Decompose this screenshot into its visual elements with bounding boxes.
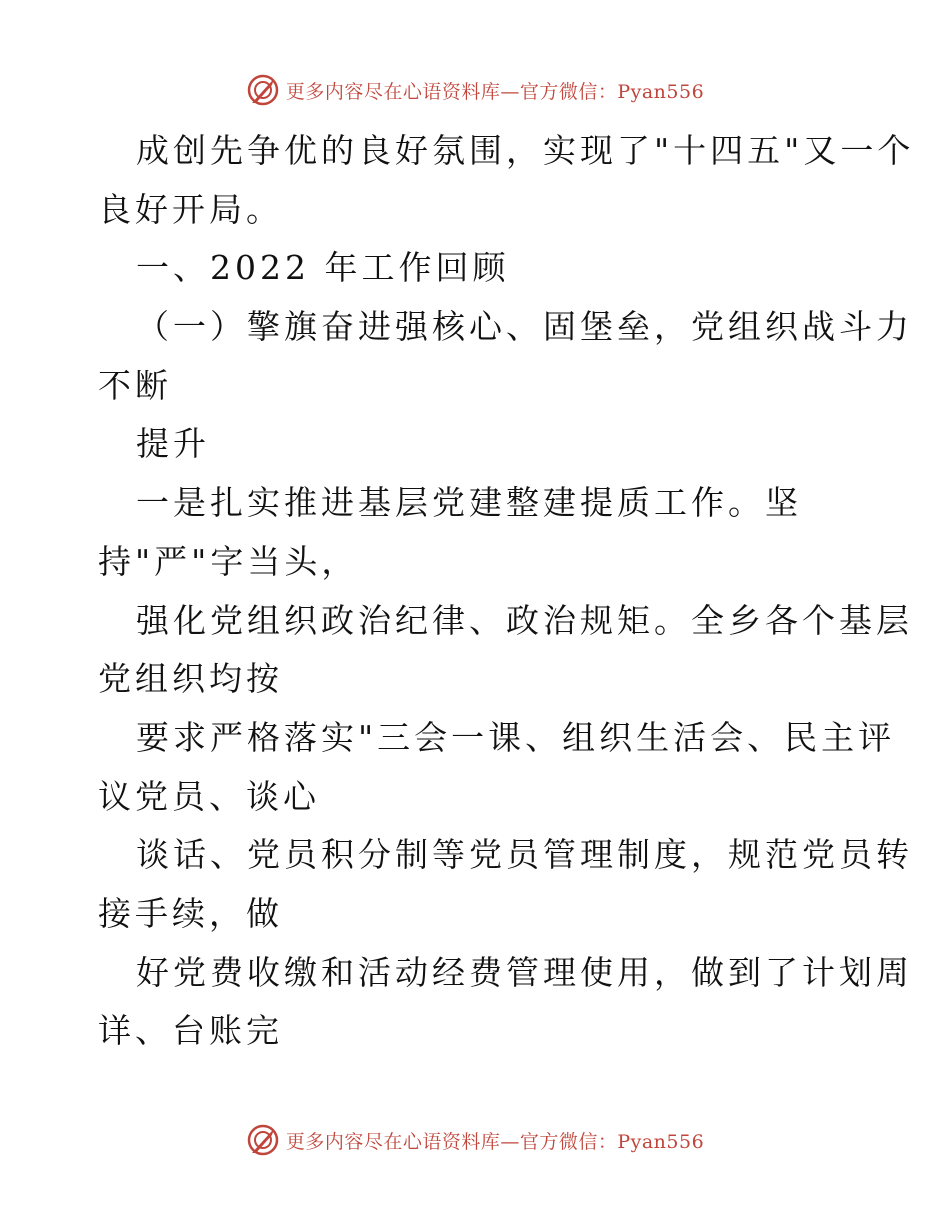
header-banner	[0, 70, 950, 110]
paragraph-line: 议党员、谈心	[98, 776, 320, 816]
paragraph-line: 好党费收缴和活动经费管理使用，做到了计划周	[136, 952, 913, 992]
section-heading: 一、2022 年工作回顾	[136, 248, 510, 288]
paragraph-line: 接手续，做	[98, 893, 283, 933]
paragraph-line: 成创先争优的良好氛围，实现了"十四五"又一个	[136, 131, 915, 170]
paragraph-line: 一是扎实推进基层党建整建提质工作。坚	[136, 483, 802, 523]
document-body	[98, 122, 915, 1061]
paragraph-line: 要求严格落实"三会一课、组织生活会、民主评	[136, 717, 896, 757]
quill-seal-icon	[246, 1123, 280, 1157]
footer-banner-text: 更多内容尽在心语资料库—官方微信：Pyan556	[285, 1130, 705, 1153]
header-banner-text: 更多内容尽在心语资料库—官方微信：Pyan556	[285, 80, 705, 103]
paragraph-line: 党组织均按	[98, 659, 283, 699]
subsection-heading: （一）擎旗奋进强核心、固堡垒，党组织战斗力	[136, 307, 913, 347]
footer-banner	[0, 1120, 950, 1160]
paragraph-line: 良好开局。	[98, 189, 283, 229]
quill-seal-icon	[246, 73, 280, 107]
paragraph-line: 提升	[136, 424, 210, 464]
paragraph-line: 持"严"字当头，	[98, 541, 359, 581]
paragraph-line: 谈话、党员积分制等党员管理制度，规范党员转	[136, 835, 913, 875]
subsection-heading-continued: 不断	[98, 365, 172, 405]
paragraph-line: 强化党组织政治纪律、政治规矩。全乡各个基层	[136, 600, 913, 640]
paragraph-line: 详、台账完	[98, 1011, 283, 1051]
